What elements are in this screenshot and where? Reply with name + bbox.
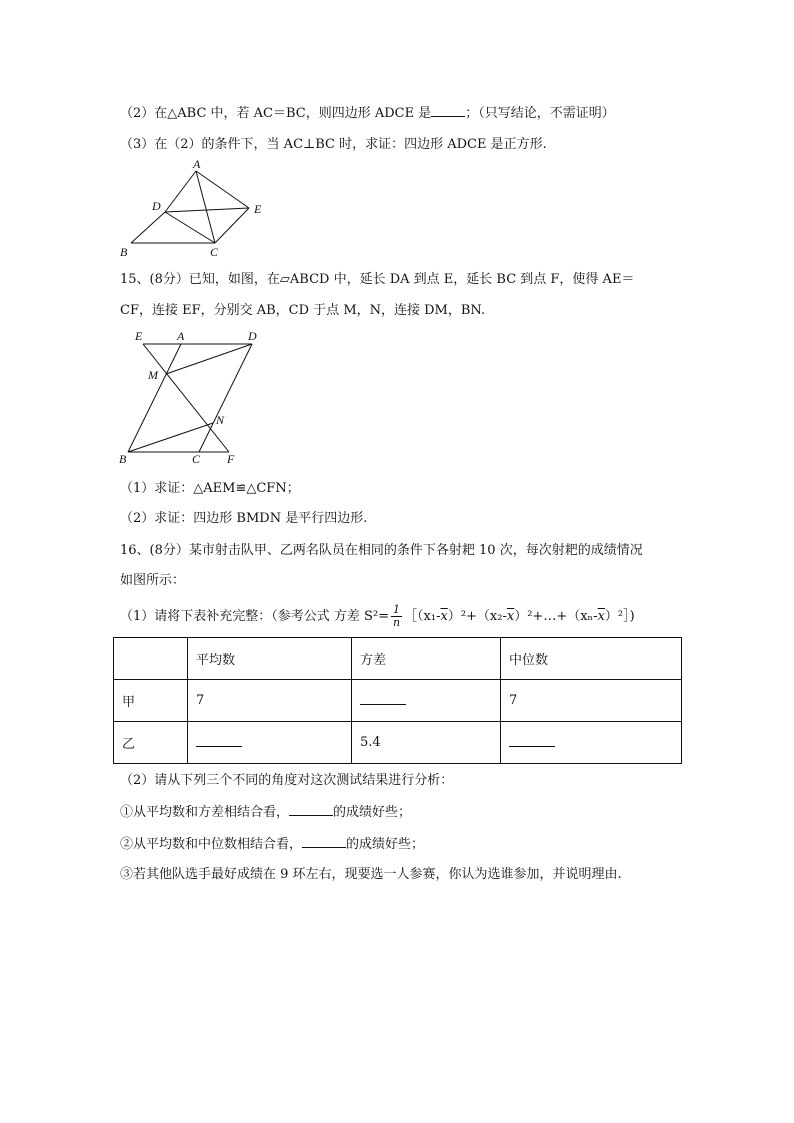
q16-line2: 如图所示： [120,573,186,588]
q14-part2-text-end: ；（只写结论，不需证明） [465,106,615,121]
q16-part1 [120,603,635,631]
label-C: C [192,452,201,466]
q16-part2b-text: ②从平均数和中位数相结合看， [120,837,303,852]
q16-part2a [120,803,411,822]
label-M: M [148,368,158,382]
figure-parallelogram-abcd [115,328,265,468]
mean-symbol: $\overline{x}$ [597,609,605,624]
label-A: A [193,158,201,171]
label-A: A [177,329,185,343]
formula-part-d: ）²］) [604,609,635,624]
answer-blank[interactable] [289,803,333,816]
q15-part2: （2）求证：四边形 BMDN 是平行四边形. [120,511,368,526]
q15-part1: （1）求证：△AEM≌△CFN； [120,481,300,496]
q16-part2a-text-end: 的成绩好些； [333,805,412,820]
mean-symbol: $\overline{x}$ [506,609,515,624]
jia-variance-cell [352,680,501,722]
q15-line2: CF，连接 EF，分别交 AB，CD 于点 M，N，连接 DM，BN. [120,303,486,318]
label-B: B [119,452,127,466]
answer-blank[interactable] [509,734,555,747]
yi-mean-cell [188,722,352,764]
table-header-variance: 方差 [352,638,501,680]
formula-part-c: ）²+…+（xₙ- [514,609,598,624]
q16-part2: （2）请从下列三个不同的角度对这次测试结果进行分析： [120,773,454,788]
label-E: E [254,202,262,216]
answer-blank[interactable] [302,835,346,848]
formula-part-a: ［（x₁- [404,609,441,624]
q16-part2a-text: ①从平均数和方差相结合看， [120,805,290,820]
label-B: B [120,245,128,259]
table-header-median: 中位数 [501,638,682,680]
formula-fraction [391,604,402,629]
q16-part2b-text-end: 的成绩好些； [346,837,425,852]
yi-variance: 5.4 [352,722,501,764]
table-header-mean: 平均数 [188,638,352,680]
answer-blank[interactable] [431,104,465,117]
q14-part3: （3）在（2）的条件下，当 AC⊥BC 时，求证：四边形 ADCE 是正方形. [120,137,547,152]
formula-part-b: ）²+（x₂- [447,609,507,624]
yi-median-cell [501,722,682,764]
table-row [114,680,682,722]
figure-quadrilateral-adce [115,158,275,264]
table-header-row [114,638,682,680]
label-D: D [152,199,161,213]
answer-blank[interactable] [196,734,242,747]
q16-part2b [120,835,424,854]
q16-line1: 16、(8分）某市射击队甲、乙两名队员在相同的条件下各射耙 10 次，每次射耙的成绩情况 [120,543,643,558]
label-N: N [216,413,225,427]
q16-part2c: ③若其他队选手最好成绩在 9 环左右，现要选一人参赛，你认为选谁参加，并说明理由. [120,867,622,882]
fraction-numerator: 1 [393,603,401,616]
label-C: C [210,245,219,259]
label-F: F [227,452,235,466]
fraction-denominator: n [393,616,401,629]
label-D: D [248,329,257,343]
q16-part1-text: （1）请将下表补充完整：（参考公式 方差 S²= [120,609,390,624]
q15-line1: 15、(8分）已知，如图，在▱ABCD 中，延长 DA 到点 E，延长 BC 到点 F，使得 AE＝ [120,272,635,287]
row-label-yi: 乙 [114,722,188,764]
q14-part2 [120,104,615,123]
score-table [113,637,682,764]
jia-median: 7 [501,680,682,722]
label-E: E [135,329,143,343]
q14-part2-text: （2）在△ABC 中，若 AC＝BC，则四边形 ADCE 是 [120,106,432,121]
mean-symbol: $\overline{x}$ [440,609,448,624]
table-header-cell [114,638,188,680]
table-row [114,722,682,764]
answer-blank[interactable] [360,692,406,705]
jia-mean: 7 [188,680,352,722]
row-label-jia: 甲 [114,680,188,722]
